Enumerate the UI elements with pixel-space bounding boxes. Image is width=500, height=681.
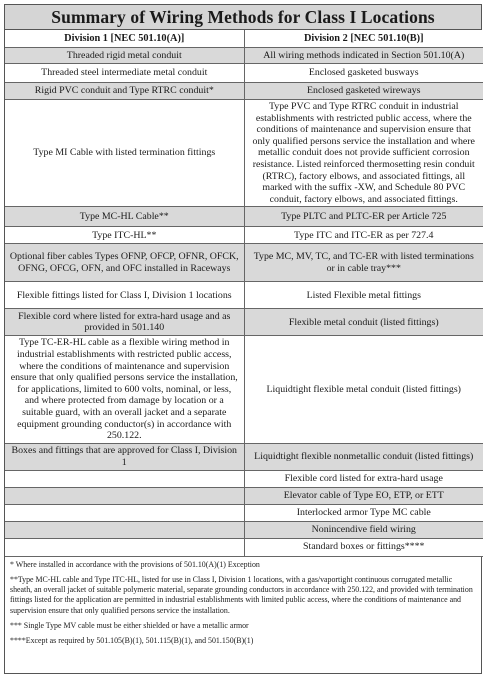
table-row	[5, 309, 483, 336]
table-header-row	[5, 30, 483, 48]
division-2-cell: Enclosed gasketed busways	[244, 64, 483, 83]
division-2-cell: Liquidtight flexible metal conduit (listed fittings)	[244, 336, 483, 443]
table-row	[5, 227, 483, 244]
table-row	[5, 207, 483, 227]
column-header-division-1: Division 1 [NEC 501.10(A)]	[5, 30, 244, 48]
division-2-cell: All wiring methods indicated in Section 501.10(A)	[244, 48, 483, 64]
division-1-cell	[5, 487, 244, 504]
division-1-cell	[5, 504, 244, 521]
footnote: * Where installed in accordance with the provisions of 501.10(A)(1) Exception	[10, 559, 260, 569]
table-row	[5, 538, 483, 556]
division-2-cell: Flexible metal conduit (listed fittings)	[244, 309, 483, 336]
footnotes	[5, 557, 481, 646]
table-row	[5, 443, 483, 470]
page-title: Summary of Wiring Methods for Class I Locations	[5, 5, 481, 30]
division-2-cell: Listed Flexible metal fittings	[244, 282, 483, 309]
division-2-cell: Type ITC and ITC-ER as per 727.4	[244, 227, 483, 244]
wiring-methods-summary	[4, 4, 482, 674]
division-2-cell: Type PLTC and PLTC-ER per Article 725	[244, 207, 483, 227]
division-1-cell: Threaded steel intermediate metal conduit	[5, 64, 244, 83]
table-row	[5, 100, 483, 207]
table-row	[5, 521, 483, 538]
table-row	[5, 470, 483, 487]
division-1-cell: Flexible fittings listed for Class I, Division 1 locations	[5, 282, 244, 309]
table-row	[5, 282, 483, 309]
footnote: **Type MC-HL cable and Type ITC-HL, listed for use in Class I, Division 1 locations, with a gas/vaportight continuous corrugated metallic sheath, an overall jacket of suitable polymeric material, separate grounding conductors in accordance with 250.122, and provided with termination fittings listed for the application are permitted in industrial establishments with limited public access, where the conditions of maintenance and supervision ensure that only qualified persons service the installation.	[10, 574, 473, 615]
division-1-cell: Rigid PVC conduit and Type RTRC conduit*	[5, 83, 244, 100]
table-row	[5, 244, 483, 282]
division-1-cell: Type MI Cable with listed termination fittings	[5, 100, 244, 207]
division-1-cell: Type ITC-HL**	[5, 227, 244, 244]
division-1-cell: Optional fiber cables Types OFNP, OFCP, OFNR, OFCK, OFNG, OFCG, OFN, and OFC installed in Raceways	[5, 244, 244, 282]
table-row	[5, 504, 483, 521]
division-2-cell: Enclosed gasketed wireways	[244, 83, 483, 100]
division-1-cell: Flexible cord where listed for extra-hard usage and as provided in 501.140	[5, 309, 244, 336]
division-2-cell: Standard boxes or fittings****	[244, 538, 483, 556]
division-2-cell: Type PVC and Type RTRC conduit in industrial establishments with restricted public access, where the conditions of maintenance and supervision ensure that only qualified persons service the installation and where metallic conduit does not provide sufficient corrosion resistance. Listed reinforced thermosetting resin conduit (RTRC), factory elbows, and associated fittings, all marked with the suffix -XW, and Schedule 80 PVC conduit, factory elbows, and associated fittings.	[244, 100, 483, 207]
division-1-cell: Type TC-ER-HL cable as a flexible wiring method in industrial establishments with restricted public access, where the conditions of maintenance and supervision ensure that only qualified persons service the installation, for applications, limited to 600 volts, nominal, or less, and where protected from damage by location or a suitable guard, with an overall jacket and a separate equipment grounding conductor(s) in accordance with 250.122.	[5, 336, 244, 443]
footnote: ****Except as required by 501.105(B)(1), 501.115(B)(1), and 501.150(B)(1)	[10, 635, 254, 645]
table-row	[5, 48, 483, 64]
division-1-cell: Boxes and fittings that are approved for Class I, Division 1	[5, 443, 244, 470]
footnote: *** Single Type MV cable must be either shielded or have a metallic armor	[10, 620, 249, 630]
division-2-cell: Interlocked armor Type MC cable	[244, 504, 483, 521]
column-header-division-2: Division 2 [NEC 501.10(B)]	[244, 30, 483, 48]
division-1-cell: Type MC-HL Cable**	[5, 207, 244, 227]
division-2-cell: Flexible cord listed for extra-hard usage	[244, 470, 483, 487]
division-1-cell	[5, 521, 244, 538]
wiring-methods-table	[5, 30, 483, 557]
division-2-cell: Elevator cable of Type EO, ETP, or ETT	[244, 487, 483, 504]
division-2-cell: Nonincendive field wiring	[244, 521, 483, 538]
division-1-cell: Threaded rigid metal conduit	[5, 48, 244, 64]
table-row	[5, 336, 483, 443]
table-row	[5, 83, 483, 100]
table-row	[5, 64, 483, 83]
division-1-cell	[5, 470, 244, 487]
table-row	[5, 487, 483, 504]
division-1-cell	[5, 538, 244, 556]
division-2-cell: Type MC, MV, TC, and TC-ER with listed terminations or in cable tray***	[244, 244, 483, 282]
division-2-cell: Liquidtight flexible nonmetallic conduit (listed fittings)	[244, 443, 483, 470]
